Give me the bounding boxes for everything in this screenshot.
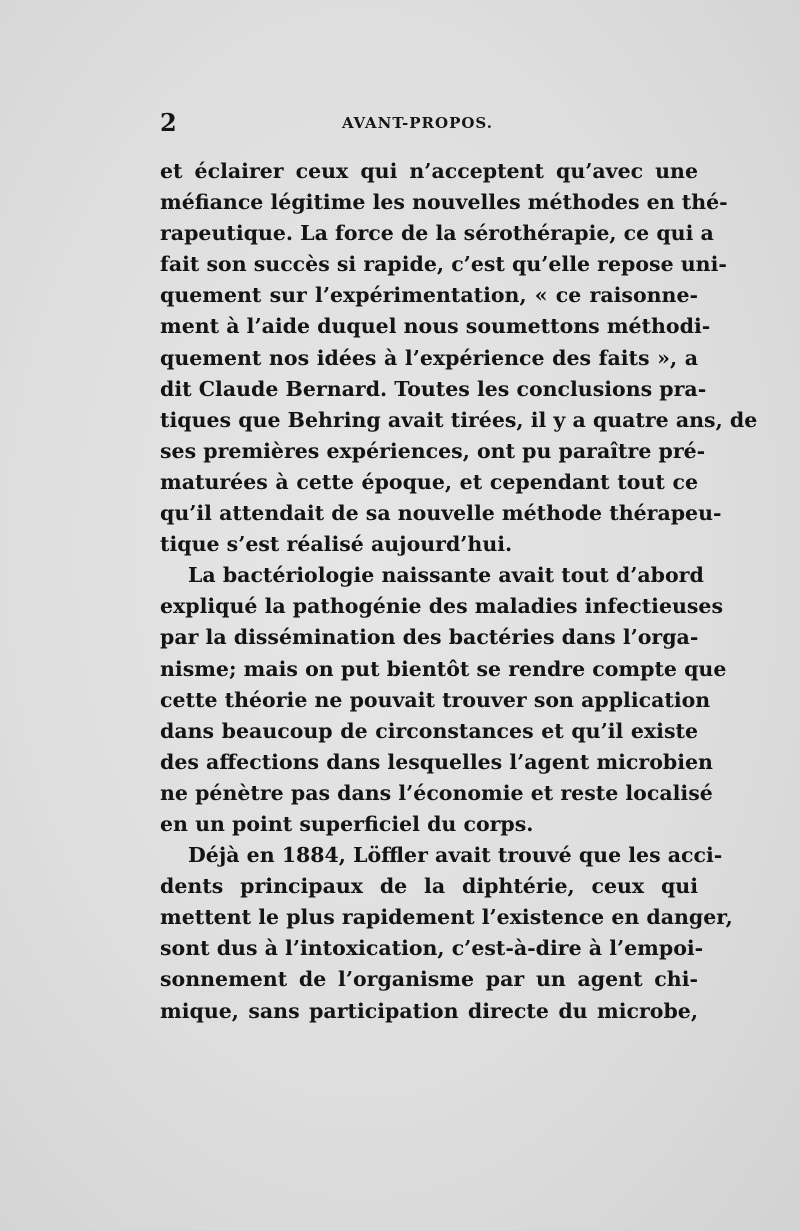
text-line: en un point superficiel du corps. [160,811,534,836]
text-line: ment à l’aide duquel nous soumettons méthodi- [160,314,711,339]
text-line: maturées à cette époque, et cependant tout ce [160,469,698,494]
text-line: cette théorie ne pouvait trouver son application [160,687,711,712]
text-line: La bactériologie naissante avait tout d’abord [188,563,704,588]
running-head: AVANT-PROPOS. [342,114,493,132]
paragraph [160,560,727,840]
paragraph [160,840,733,1027]
text-line: et éclairer ceux qui n’acceptent qu’avec une [160,159,698,183]
text-line: dents principaux de la diphtérie, ceux qui [160,874,698,899]
text-line: rapeutique. La force de la sérothérapie, ce qui a [160,221,714,246]
text-line: dit Claude Bernard. Toutes les conclusions pra- [160,376,707,401]
text-line: sonnement de l’organisme par un agent chi- [160,967,698,992]
text-line: ne pénètre pas dans l’économie et reste localisé [160,780,713,805]
text-line: tiques que Behring avait tirées, il y a quatre ans, de [160,407,758,432]
text-line: mettent le plus rapidement l’existence en danger, [160,905,733,930]
text-line: Déjà en 1884, Löffler avait trouvé que les acci- [188,843,723,868]
text-line: ses premières expériences, ont pu paraître pré- [160,438,706,463]
text-line: par la dissémination des bactéries dans l’orga- [160,625,699,650]
text-line: nisme; mais on put bientôt se rendre compte que [160,656,727,681]
text-line: qu’il attendait de sa nouvelle méthode thérapeu- [160,501,722,526]
text-line: tique s’est réalisé aujourd’hui. [160,532,513,557]
text-line: quement nos idées à l’expérience des faits », a [160,345,698,370]
page-header [160,108,698,142]
body-text [160,156,758,1027]
text-line: fait son succès si rapide, c’est qu’elle repose uni- [160,252,727,277]
text-line: expliqué la pathogénie des maladies infectieuses [160,594,724,619]
page-number: 2 [160,108,177,137]
text-line: dans beaucoup de circonstances et qu’il existe [160,718,698,743]
text-line: des affections dans lesquelles l’agent microbien [160,749,713,774]
text-line: mique, sans participation directe du microbe, [160,998,698,1023]
text-line: quement sur l’expérimentation, « ce raisonne- [160,283,698,308]
text-line: méfiance légitime les nouvelles méthodes en thé- [160,190,728,215]
paragraph [160,156,758,560]
text-line: sont dus à l’intoxication, c’est-à-dire à l’empoi- [160,936,704,961]
